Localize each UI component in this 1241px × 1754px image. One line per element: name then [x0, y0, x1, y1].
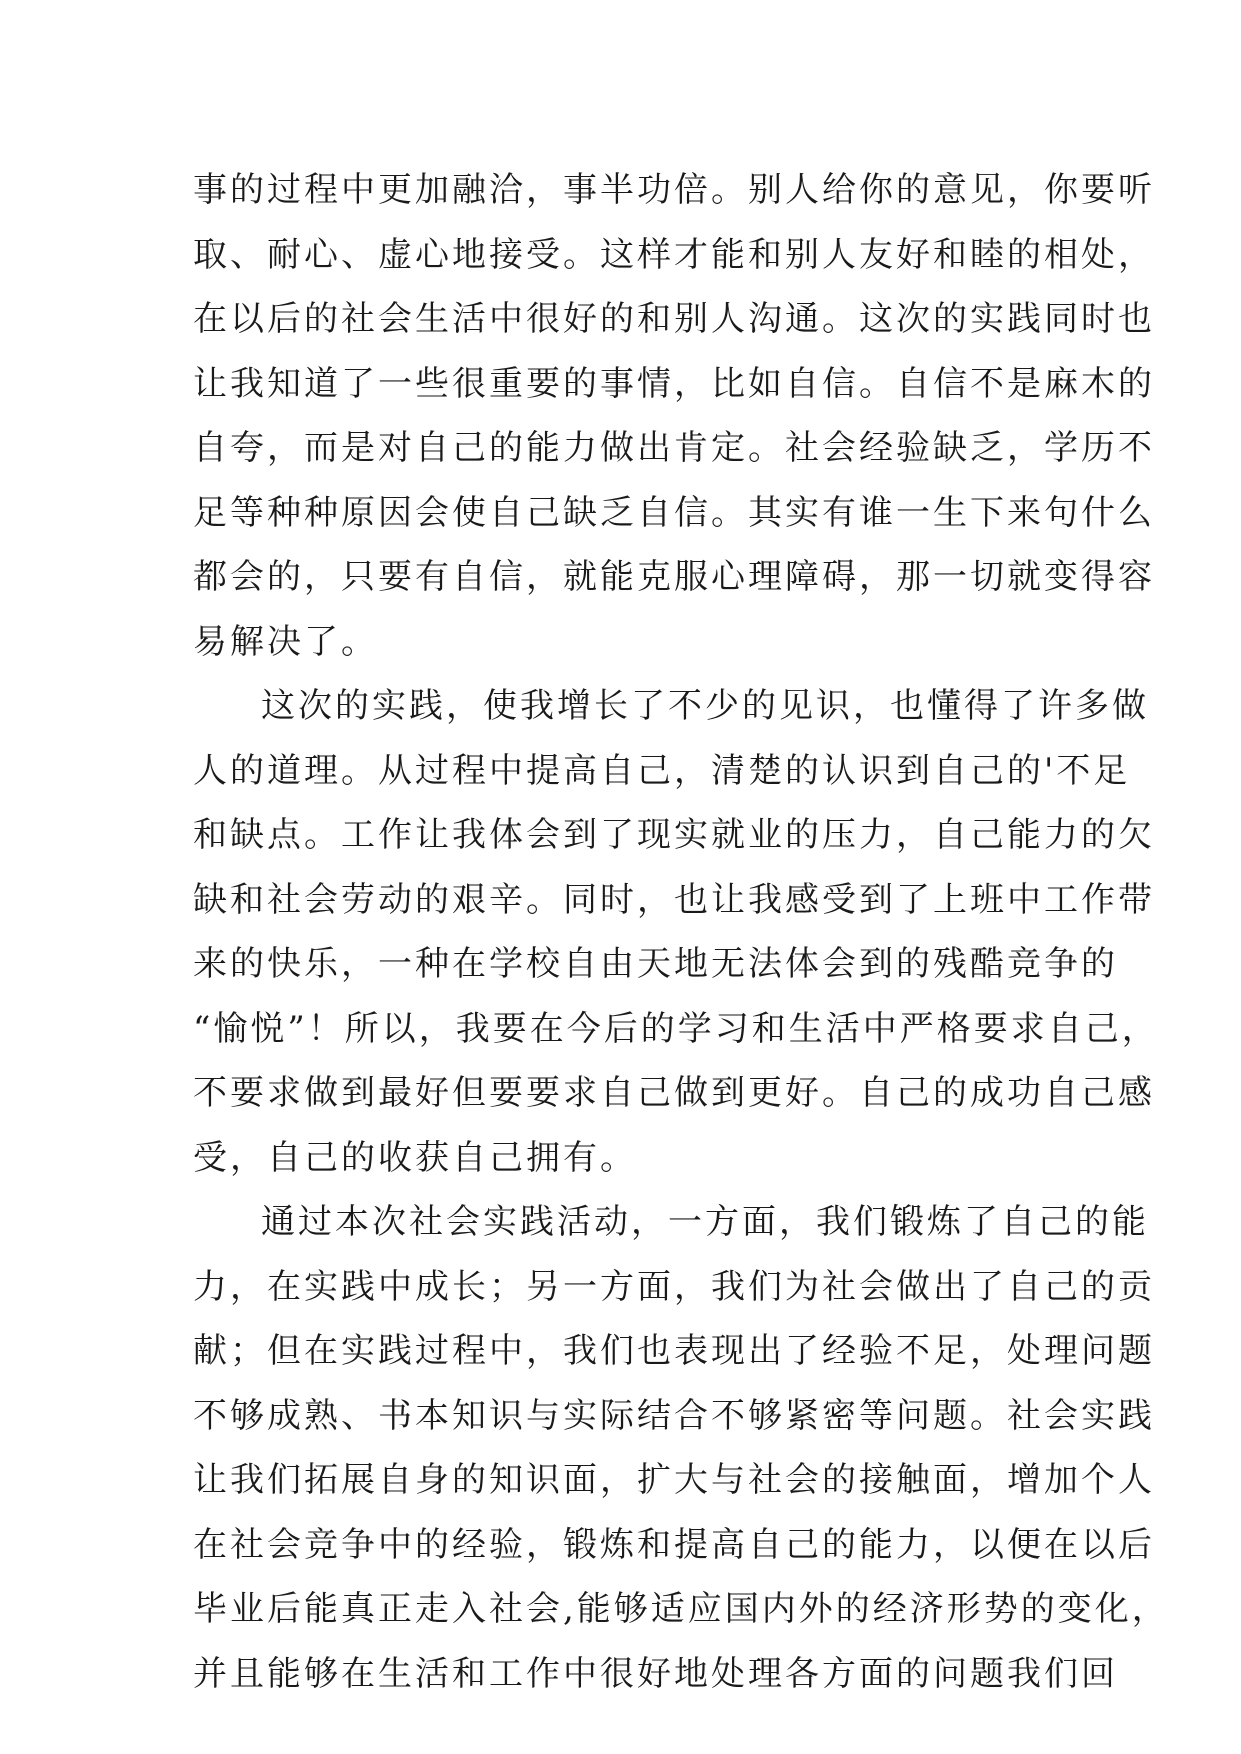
text-line: 足等种种原因会使自己缺乏自信。其实有谁一生下来句什么 [193, 492, 1155, 533]
text-line: 来的快乐，一种在学校自由天地无法体会到的残酷竞争的 [193, 944, 1118, 984]
text-line: 在以后的社会生活中很好的和别人沟通。这次的实践同时也 [193, 299, 1155, 339]
body-text [193, 158, 1169, 1706]
text-line: 让我们拓展自身的知识面，扩大与社会的接触面，增加个人 [193, 1460, 1155, 1500]
text-line: 缺和社会劳动的艰辛。同时，也让我感受到了上班中工作带 [193, 879, 1155, 920]
text-line: 让我知道了一些很重要的事情，比如自信。自信不是麻木的 [193, 363, 1155, 404]
text-line: 在社会竞争中的经验，锻炼和提高自己的能力，以便在以后 [193, 1524, 1155, 1565]
text-line: 都会的，只要有自信，就能克服心理障碍，那一切就变得容 [193, 557, 1155, 597]
text-line: 受，自己的收获自己拥有。 [193, 1137, 637, 1178]
text-line: 不够成熟、书本知识与实际结合不够紧密等问题。社会实践 [193, 1395, 1155, 1436]
text-line: 事的过程中更加融洽，事半功倍。别人给你的意见，你要听 [193, 170, 1155, 210]
text-line: 人的道理。从过程中提高自己，清楚的认识到自己的'不足 [193, 750, 1131, 791]
text-line: 力，在实践中成长；另一方面，我们为社会做出了自己的贡 [193, 1266, 1155, 1307]
paragraph-1 [193, 158, 1155, 674]
text-line: 易解决了。 [193, 621, 378, 662]
text-line-indented: 这次的实践，使我增长了不少的见识，也懂得了许多做 [261, 686, 1149, 726]
text-line: 献；但在实践过程中，我们也表现出了经验不足，处理问题 [193, 1331, 1155, 1371]
text-line: “愉悦”！所以，我要在今后的学习和生活中严格要求自己， [193, 1008, 1159, 1049]
text-line-indented: 通过本次社会实践活动，一方面，我们锻炼了自己的能 [261, 1202, 1149, 1242]
text-line: 取、耐心、虚心地接受。这样才能和别人友好和睦的相处， [193, 234, 1155, 275]
text-line: 和缺点。工作让我体会到了现实就业的压力，自己能力的欠 [193, 815, 1155, 855]
paragraph-2 [193, 674, 1159, 1190]
text-line: 毕业后能真正走入社会,能够适应国内外的经济形势的变化， [193, 1589, 1169, 1629]
text-line: 自夸，而是对自己的能力做出肯定。社会经验缺乏，学历不 [193, 428, 1155, 468]
paragraph-3 [193, 1190, 1169, 1706]
text-line: 并且能够在生活和工作中很好地处理各方面的问题我们回 [193, 1653, 1118, 1694]
text-line: 不要求做到最好但要要求自己做到更好。自己的成功自己感 [193, 1073, 1155, 1113]
